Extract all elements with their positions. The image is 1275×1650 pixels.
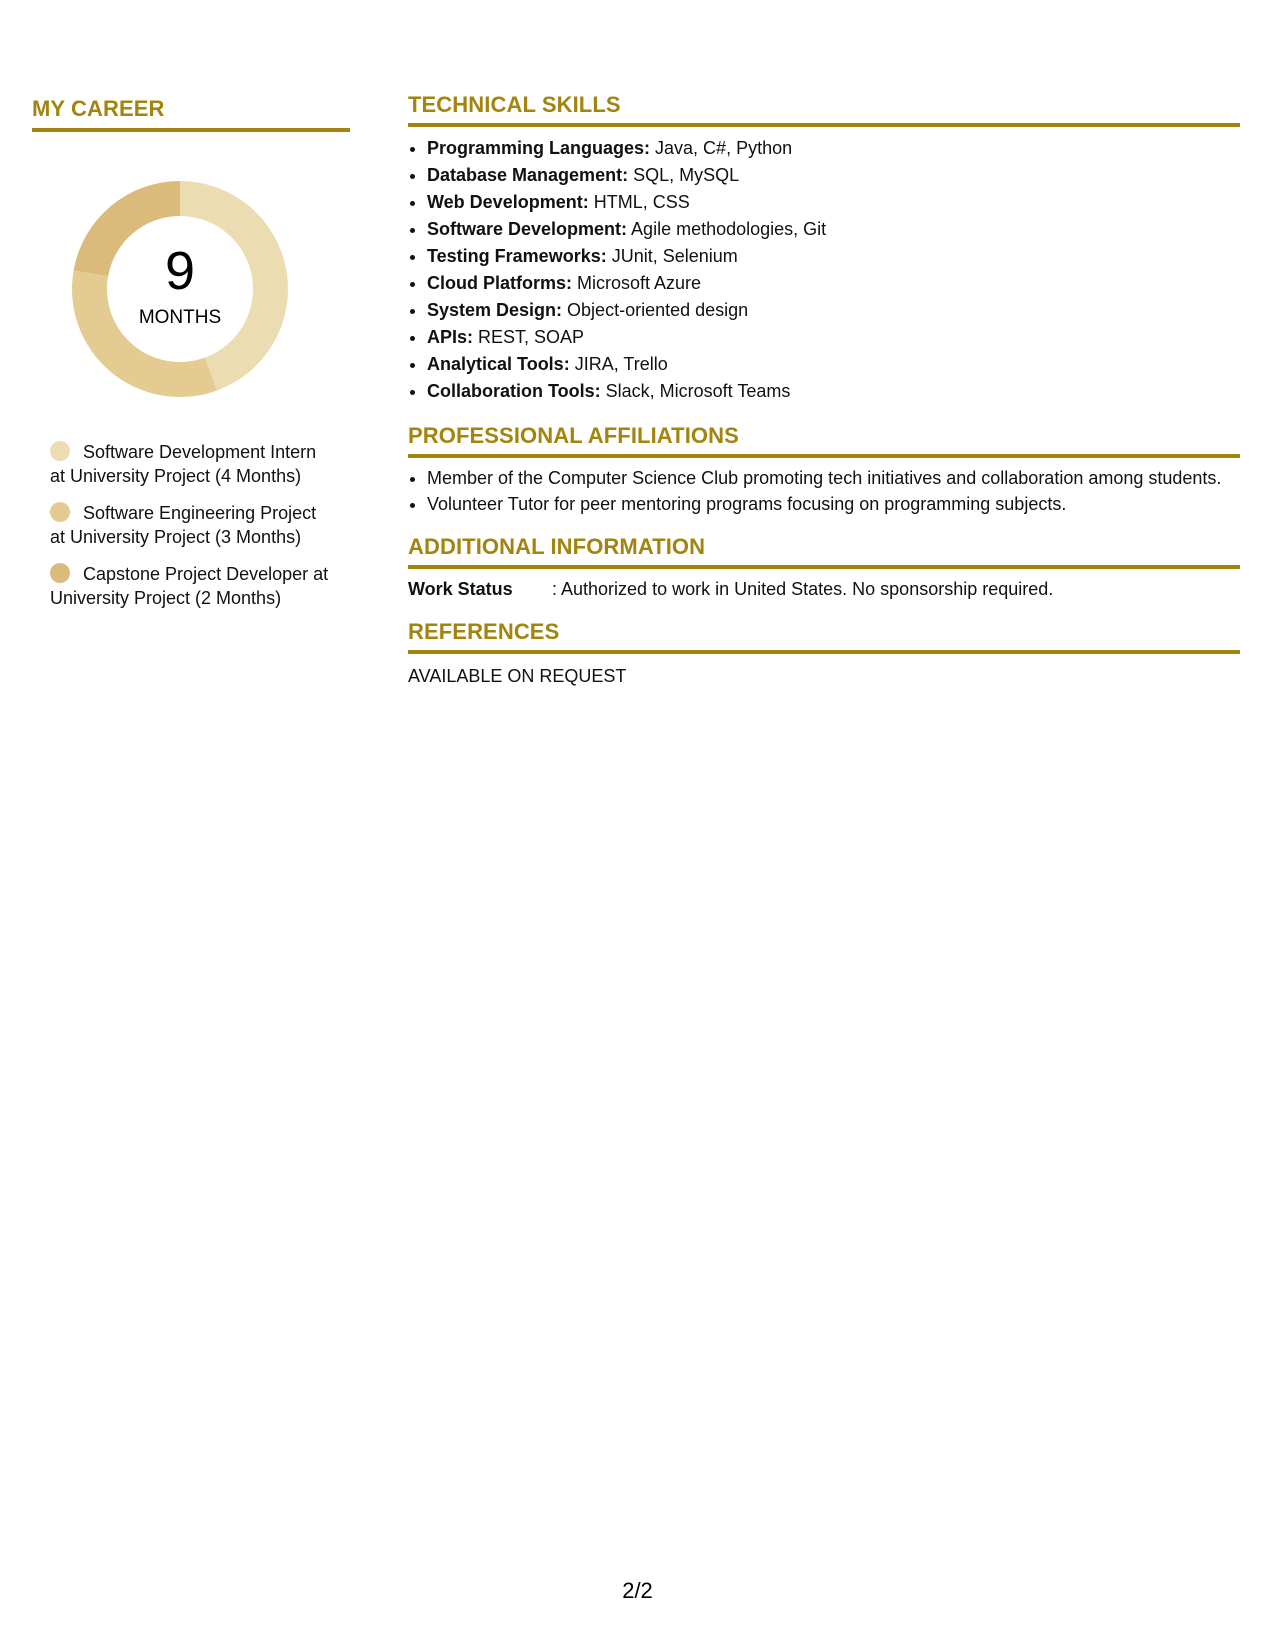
skill-label: Collaboration Tools: <box>427 381 601 401</box>
work-status-value: : Authorized to work in United States. No sponsorship required. <box>552 579 1054 599</box>
skill-item <box>427 378 1240 405</box>
skill-value: Slack, Microsoft Teams <box>600 381 791 401</box>
skill-value: REST, SOAP <box>473 327 585 347</box>
legend-item <box>50 440 335 488</box>
skill-item <box>427 351 1240 378</box>
legend-label: Capstone Project Developer at University Project (2 Months) <box>50 564 329 608</box>
technical-skills-section <box>408 92 1240 405</box>
main-column <box>408 92 1240 688</box>
skill-value: Agile methodologies, Git <box>627 219 827 239</box>
skill-value: HTML, CSS <box>588 192 690 212</box>
career-legend <box>50 440 335 610</box>
professional-affiliations-section <box>408 423 1240 516</box>
affiliation-item: • Member of the Computer Science Club promoting tech initiatives and collaboration among students. <box>427 466 1240 490</box>
skill-label: Web Development: <box>427 192 589 212</box>
additional-information-heading: ADDITIONAL INFORMATION <box>408 534 1240 569</box>
career-donut-chart <box>65 174 295 404</box>
skill-label: Testing Frameworks: <box>427 246 607 266</box>
skill-item <box>427 324 1240 351</box>
additional-information-section <box>408 534 1240 601</box>
work-status-row <box>408 577 1240 601</box>
skill-value: SQL, MySQL <box>628 165 740 185</box>
skill-label: APIs: <box>427 327 474 347</box>
legend-label: Software Engineering Project at University Project (3 Months) <box>50 503 317 547</box>
skill-value: Java, C#, Python <box>650 138 793 158</box>
skill-label: Analytical Tools: <box>427 354 570 374</box>
technical-skills-heading: TECHNICAL SKILLS <box>408 92 1240 127</box>
references-section <box>408 619 1240 688</box>
career-column <box>32 96 350 623</box>
skill-item <box>427 297 1240 324</box>
skill-item <box>427 162 1240 189</box>
skill-item <box>427 189 1240 216</box>
donut-center <box>65 174 295 404</box>
skill-value: JUnit, Selenium <box>606 246 738 266</box>
work-status-label: Work Status <box>408 579 513 599</box>
skill-label: Software Development: <box>427 219 628 239</box>
skill-label: Database Management: <box>427 165 629 185</box>
skill-item <box>427 270 1240 297</box>
legend-item <box>50 562 335 610</box>
skill-value: Microsoft Azure <box>572 273 702 293</box>
skill-item <box>427 135 1240 162</box>
affiliations-list <box>408 466 1240 516</box>
legend-label: Software Development Intern at University Project (4 Months) <box>50 442 317 486</box>
skill-value: Object-oriented design <box>562 300 749 320</box>
affiliations-heading: PROFESSIONAL AFFILIATIONS <box>408 423 1240 458</box>
references-heading: REFERENCES <box>408 619 1240 654</box>
skill-label: Programming Languages: <box>427 138 651 158</box>
career-heading: MY CAREER <box>32 96 350 132</box>
legend-dot-icon <box>50 502 70 522</box>
skills-list <box>408 135 1240 405</box>
skill-value: JIRA, Trello <box>569 354 668 374</box>
skill-item <box>427 216 1240 243</box>
legend-item <box>50 501 335 549</box>
skill-label: System Design: <box>427 300 563 320</box>
skill-label: Cloud Platforms: <box>427 273 573 293</box>
total-months-unit: MONTHS <box>138 307 222 328</box>
affiliation-item: • Volunteer Tutor for peer mentoring programs focusing on programming subjects. <box>427 492 1240 516</box>
skill-item <box>427 243 1240 270</box>
total-months-number: 9 <box>164 241 196 301</box>
page-number: 2/2 <box>622 1578 653 1603</box>
legend-dot-icon <box>50 441 70 461</box>
references-text: AVAILABLE ON REQUEST <box>408 666 627 686</box>
legend-dot-icon <box>50 563 70 583</box>
